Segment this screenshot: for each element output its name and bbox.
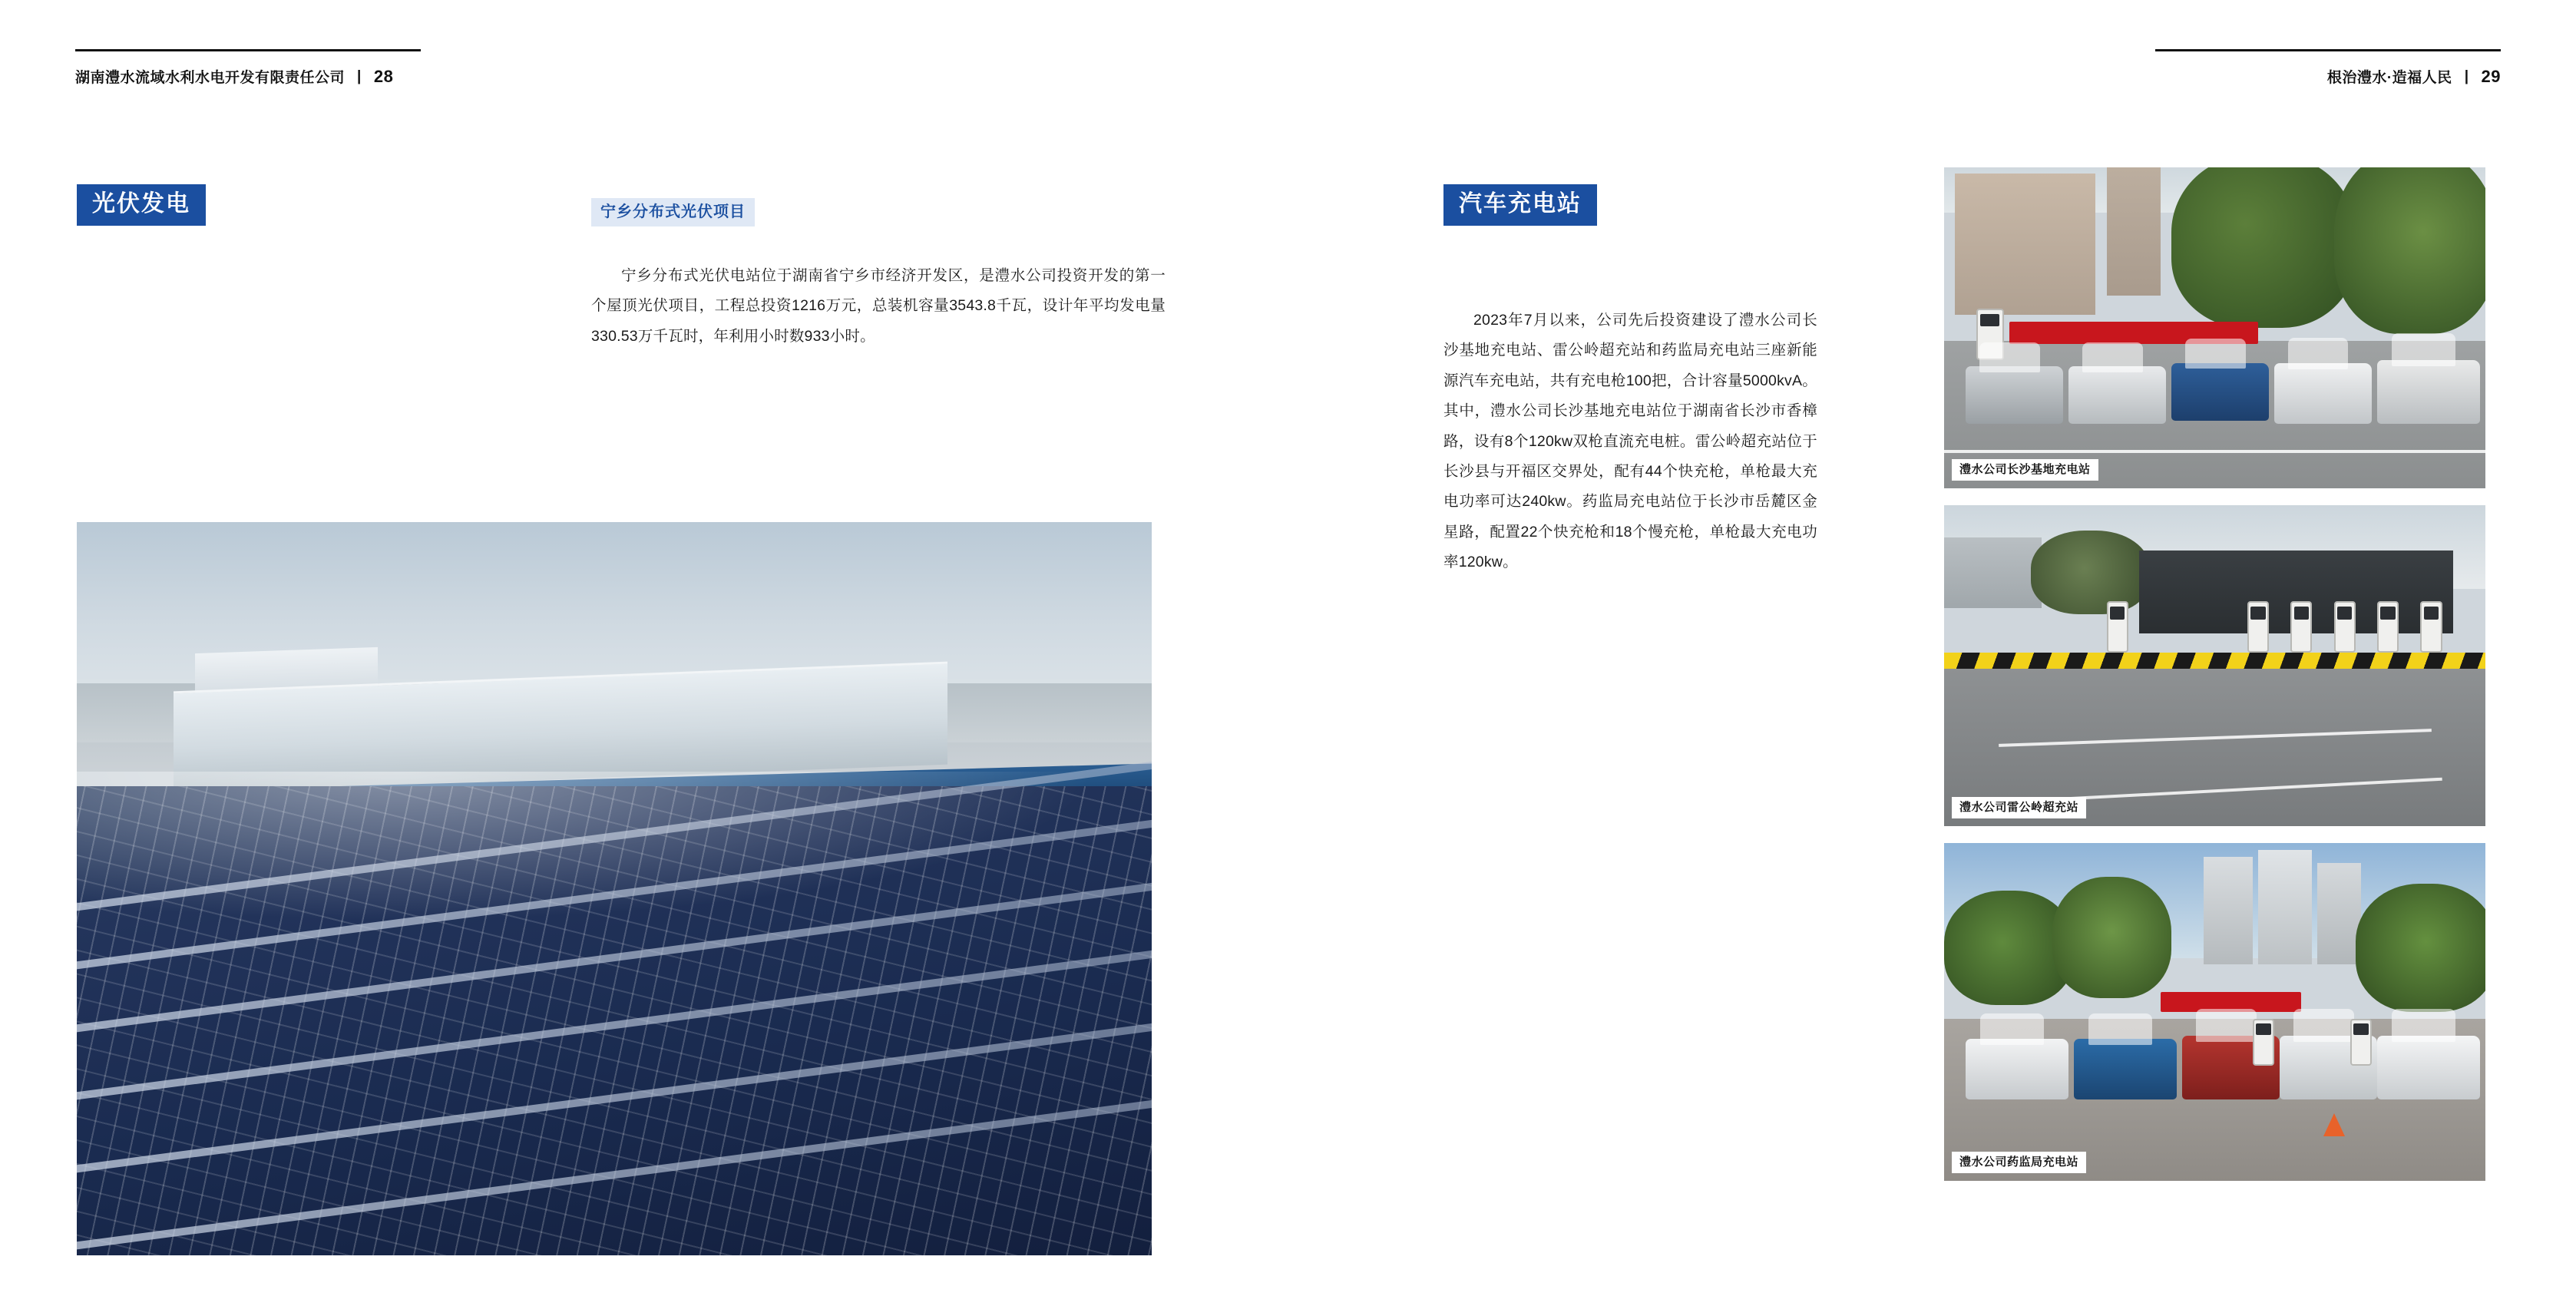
photo-charging-pile (2420, 601, 2442, 653)
header-separator-left: | (357, 68, 362, 84)
photo-caption: 澧水公司药监局充电站 (1952, 1152, 2086, 1173)
photo-caption: 澧水公司雷公岭超充站 (1952, 797, 2086, 818)
photo-lane-marking (1944, 450, 2485, 453)
header-rule-right (2155, 49, 2501, 51)
yaojianju-charging-station-photo (1944, 843, 2485, 1181)
body-text-photovoltaic (591, 261, 1166, 352)
photo-scene (1944, 505, 2485, 826)
photo-charging-pile (2334, 601, 2356, 653)
photo-traffic-cone (2323, 1113, 2345, 1136)
section-title-ev-charging: 汽车充电站 (1443, 184, 1597, 226)
photo-car (2068, 366, 2166, 424)
photo-tree (2171, 167, 2356, 328)
photo-high-rise (2204, 857, 2252, 965)
body-text-ev-charging (1443, 306, 1817, 577)
header-slogan: 根治澧水·造福人民 (2326, 70, 2452, 86)
page-right (1288, 0, 2576, 1306)
running-header-right (2327, 66, 2501, 87)
running-header-left (75, 66, 393, 87)
photo-scene (1944, 167, 2485, 488)
photo-charging-pile (2350, 1019, 2372, 1066)
photo-scene (1944, 843, 2485, 1181)
photo-charging-pile (2247, 601, 2269, 653)
photo-residential-building (1955, 174, 2095, 315)
photo-tree (2031, 531, 2150, 614)
page-number-right: 29 (2481, 66, 2501, 86)
photo-yellow-black-kerb (1944, 653, 2485, 669)
photo-tree (2356, 884, 2485, 1012)
photo-car (2274, 363, 2372, 424)
photo-car (2377, 360, 2480, 425)
panel-seam (77, 986, 1152, 1194)
photo-car (1966, 366, 2063, 424)
photo-car (2377, 1036, 2480, 1100)
photo-car (1966, 1039, 2068, 1099)
photo-high-rise (2317, 863, 2360, 964)
subsection-title-ningxiang-pv: 宁乡分布式光伏项目 (591, 198, 755, 226)
photo-residential-building (2107, 167, 2161, 296)
header-rule-left (75, 49, 421, 51)
section-title-photovoltaic: 光伏发电 (77, 184, 206, 226)
panel-seam (77, 1063, 1152, 1255)
photo-charging-pile (2107, 601, 2128, 653)
photo-tree (2052, 877, 2171, 998)
leigongling-supercharging-station-photo (1944, 505, 2485, 826)
photo-distant-building (1944, 537, 2042, 608)
body-paragraph-ev-charging: 2023年7月以来，公司先后投资建设了澧水公司长沙基地充电站、雷公岭超充站和药监局充电站三座新能源汽车充电站，共有充电枪100把，合计容量5000kvA。其中，澧水公司长沙基地充电站位于湖南省长沙市香樟路，设有8个120kw双枪直流充电桩。雷公岭超充站位于长沙县与开福区交界处，配有44个快充枪，单枪最大充电功率可达240kw。药监局充电站位于长沙市岳麓区金星路，配置22个快充枪和18个慢充枪，单枪最大充电功率120kw。 (1443, 312, 1817, 570)
photo-tree (2334, 167, 2485, 334)
photo-charging-pile (2377, 601, 2399, 653)
photo-car (2171, 363, 2269, 421)
photo-charging-pile (2253, 1019, 2274, 1066)
photo-solar-panel-array (77, 786, 1152, 1255)
page-number-left: 28 (373, 66, 394, 86)
changsha-base-charging-station-photo (1944, 167, 2485, 488)
photo-high-rise (2258, 850, 2313, 965)
photo-caption: 澧水公司长沙基地充电站 (1952, 459, 2098, 481)
header-separator-right: | (2464, 68, 2469, 84)
photo-car (2074, 1039, 2177, 1099)
body-paragraph-photovoltaic: 宁乡分布式光伏电站位于湖南省宁乡市经济开发区，是澧水公司投资开发的第一个屋顶光伏项目，工程总投资1216万元，总装机容量3543.8千瓦，设计年平均发电量330.53万千瓦时，年利用小时数933小时。 (591, 267, 1166, 345)
solar-rooftop-photo (77, 522, 1152, 1255)
photo-charging-pile (2290, 601, 2312, 653)
header-company-name: 湖南澧水流域水利水电开发有限责任公司 (75, 70, 346, 86)
